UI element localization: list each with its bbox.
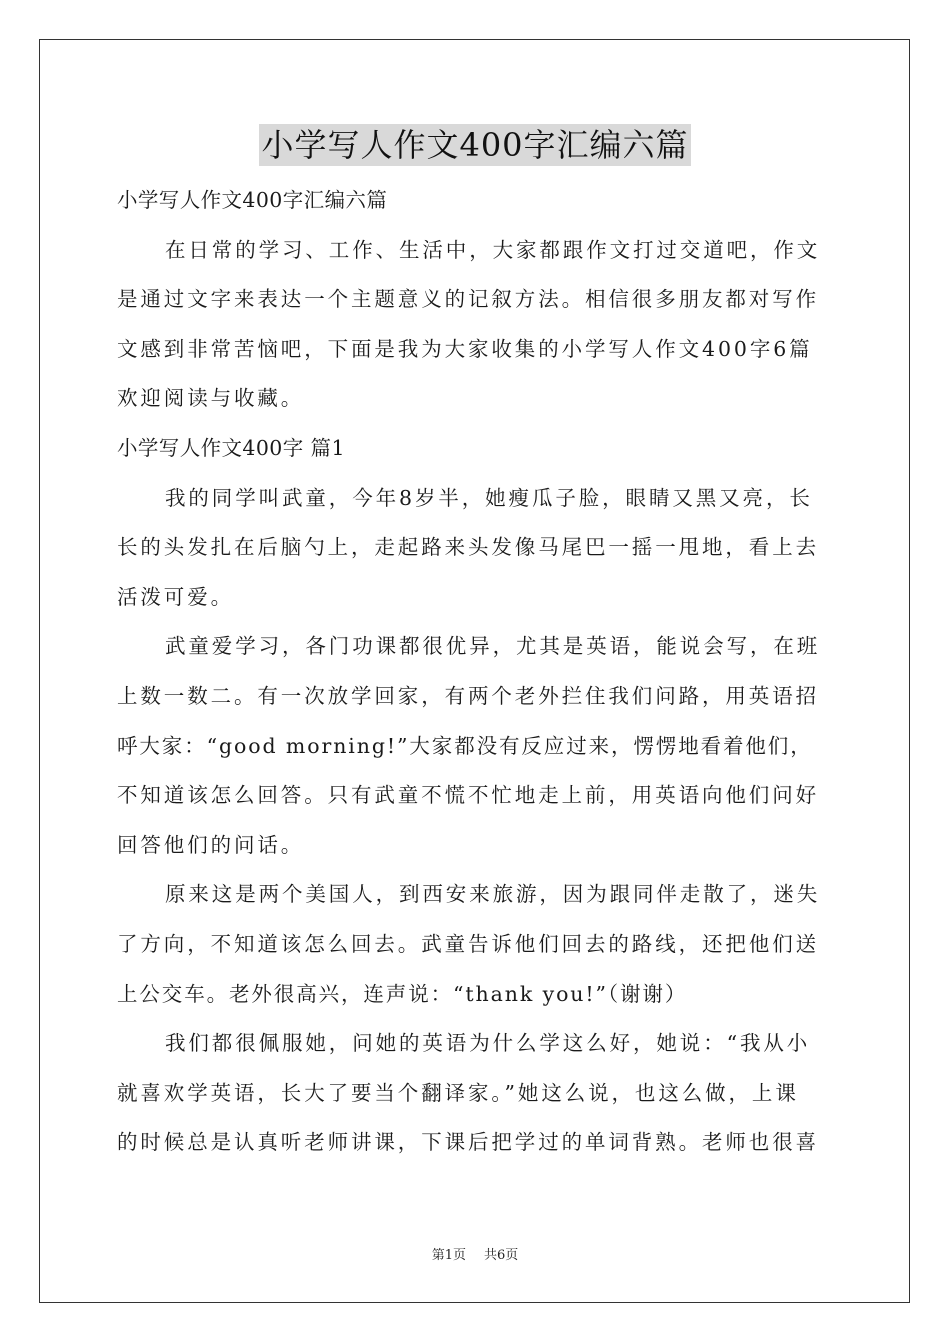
paragraph-line: 我的同学叫武童，今年8岁半，她瘦瓜子脸，眼睛又黑又亮，长	[165, 485, 813, 510]
paragraph-line: 武童爱学习，各门功课都很优异，尤其是英语，能说会写，在班	[165, 634, 821, 659]
paragraph-line: 在日常的学习、工作、生活中，大家都跟作文打过交道吧，作文	[165, 237, 821, 262]
paragraph-line: 长的头发扎在后脑勺上，走起路来头发像马尾巴一摇一甩地，看上去	[117, 535, 819, 560]
title-area	[0, 124, 950, 166]
paragraph-line: 回答他们的问话。	[117, 832, 305, 857]
paragraph-line: 了方向，不知道该怎么回去。武童告诉他们回去的路线，还把他们送	[117, 931, 819, 956]
subtitle-line: 小学写人作文400字汇编六篇	[117, 188, 388, 212]
paragraph-line: 活泼可爱。	[117, 584, 234, 609]
paragraph-line: 上公交车。老外很高兴，连声说：“thank you!”（谢谢）	[117, 981, 688, 1006]
page-footer	[0, 1247, 950, 1265]
paragraph-line: 我们都很佩服她，问她的英语为什么学这么好，她说：“我从小	[165, 1031, 811, 1056]
page-number: 第1页	[431, 1248, 466, 1263]
paragraph-line: 不知道该怎么回答。只有武童不慌不忙地走上前，用英语向他们问好	[117, 783, 819, 808]
paragraph-line: 就喜欢学英语，长大了要当个翻译家。”她这么说，也这么做，上课	[117, 1080, 799, 1105]
document-body	[117, 176, 837, 1168]
paragraph-line: 是通过文字来表达一个主题意义的记叙方法。相信很多朋友都对写作	[117, 287, 819, 312]
paragraph-line: 上数一数二。有一次放学回家，有两个老外拦住我们问路，用英语招	[117, 683, 819, 708]
section-heading: 小学写人作文400字 篇1	[117, 435, 345, 460]
document-title: 小学写人作文400字汇编六篇	[261, 126, 689, 164]
paragraph-line: 欢迎阅读与收藏。	[117, 386, 305, 411]
paragraph-line: 原来这是两个美国人，到西安来旅游，因为跟同伴走散了，迷失	[165, 882, 821, 907]
paragraph-line: 呼大家：“good morning!”大家都没有反应过来，愣愣地看着他们，	[117, 733, 813, 758]
paragraph-line: 的时候总是认真听老师讲课，下课后把学过的单词背熟。老师也很喜	[117, 1130, 819, 1155]
page-total: 共6页	[484, 1248, 519, 1263]
paragraph-line: 文感到非常苦恼吧，下面是我为大家收集的小学写人作文400字6篇	[117, 336, 813, 361]
